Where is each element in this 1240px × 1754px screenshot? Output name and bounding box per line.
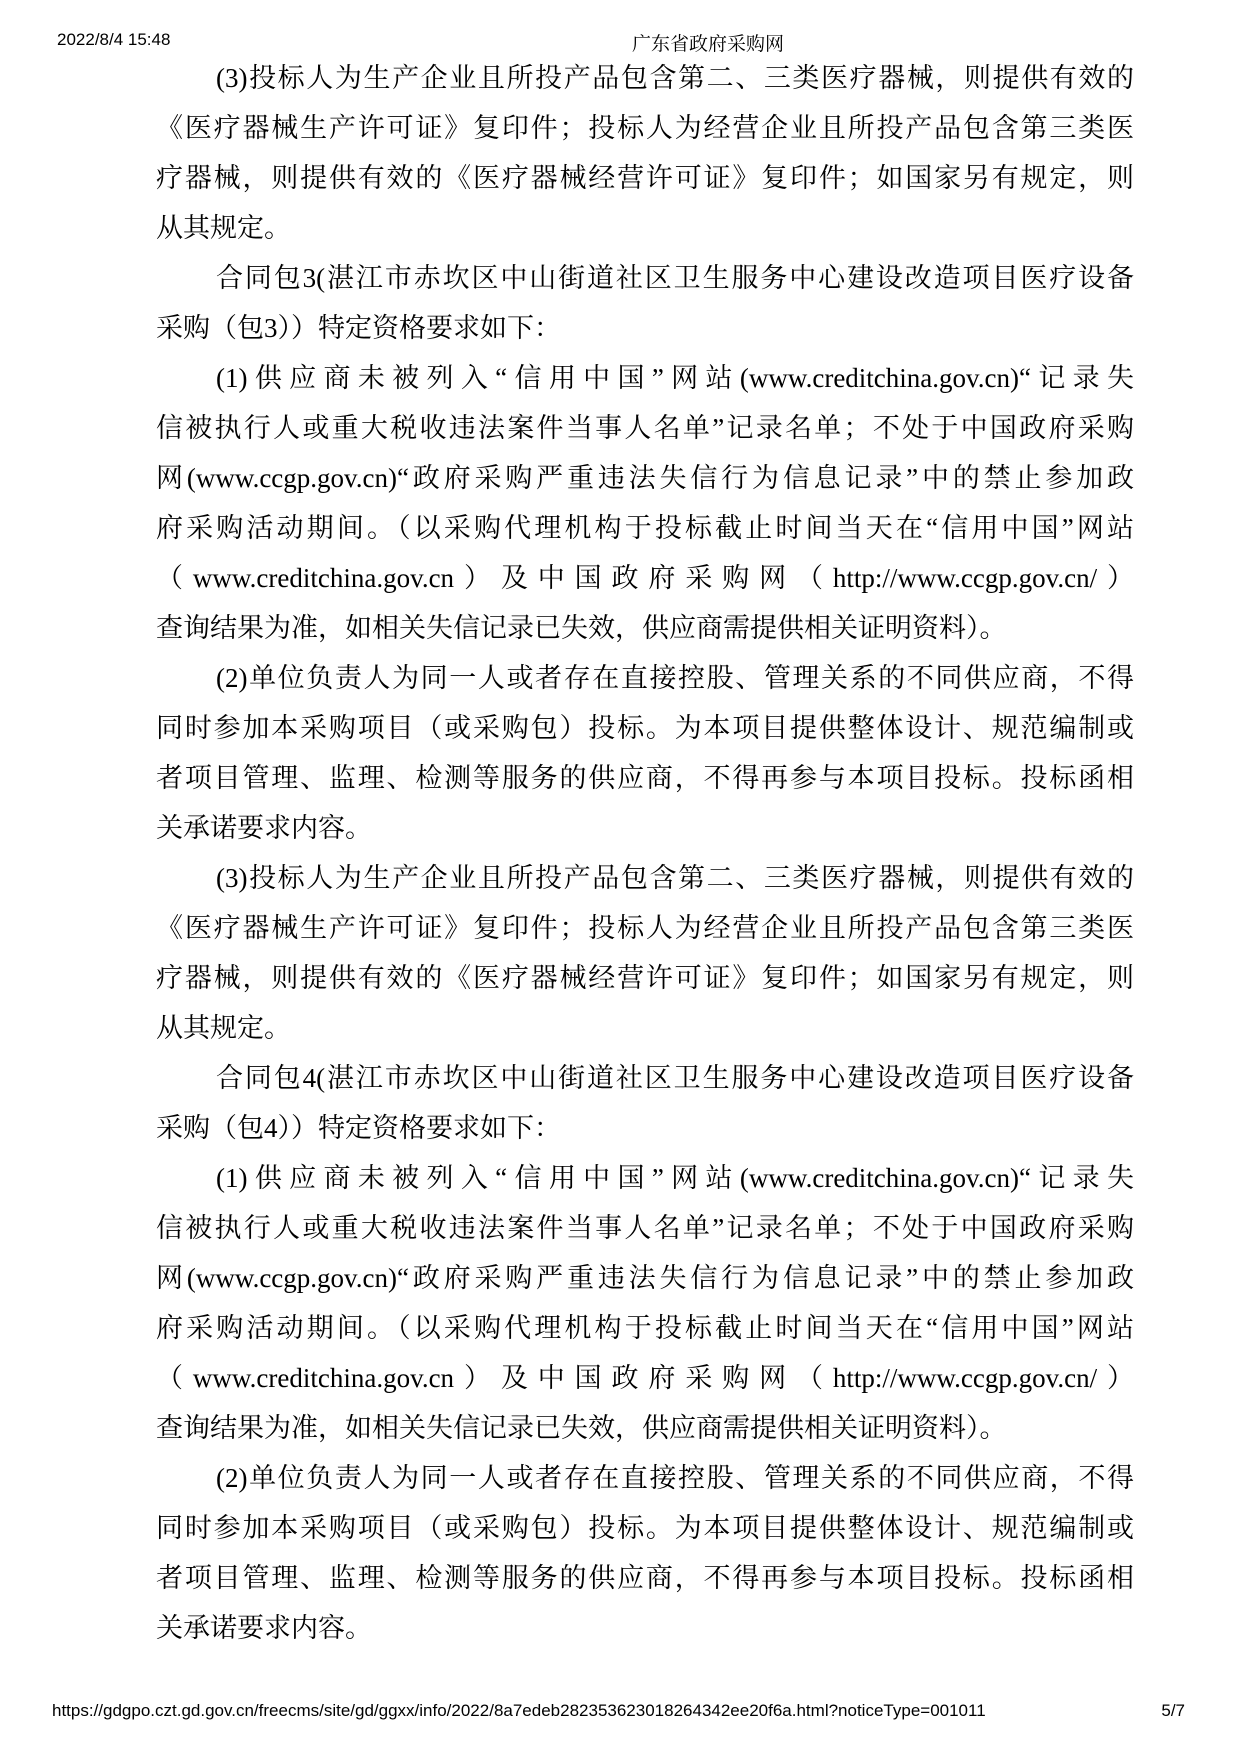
text-line: (2)单位负责人为同一人或者存在直接控股、管理关系的不同供应商，不得	[216, 1463, 1134, 1493]
text-line: 关承诺要求内容。	[156, 1613, 372, 1643]
text-line: 合同包4(湛江市赤坎区中山街道社区卫生服务中心建设改造项目医疗设备	[216, 1063, 1134, 1093]
text-line: (1)供应商未被列入“信用中国”网站(www.creditchina.gov.cn)“记录失	[216, 1163, 1134, 1193]
text-line: 《医疗器械生产许可证》复印件；投标人为经营企业且所投产品包含第三类医	[156, 113, 1134, 143]
text-line: (2)单位负责人为同一人或者存在直接控股、管理关系的不同供应商，不得	[216, 663, 1134, 693]
text-line: 者项目管理、监理、检测等服务的供应商，不得再参与本项目投标。投标函相	[156, 1563, 1134, 1593]
text-line: (3)投标人为生产企业且所投产品包含第二、三类医疗器械，则提供有效的	[216, 63, 1134, 93]
text-line: 合同包3(湛江市赤坎区中山街道社区卫生服务中心建设改造项目医疗设备	[216, 263, 1134, 293]
text-line: 关承诺要求内容。	[156, 813, 372, 843]
text-line: 疗器械，则提供有效的《医疗器械经营许可证》复印件；如国家另有规定，则	[156, 963, 1134, 993]
text-line: 同时参加本采购项目（或采购包）投标。为本项目提供整体设计、规范编制或	[156, 713, 1134, 743]
text-line: (1)供应商未被列入“信用中国”网站(www.creditchina.gov.cn)“记录失	[216, 363, 1134, 393]
text-line: 府采购活动期间。（以采购代理机构于投标截止时间当天在“信用中国”网站	[156, 1313, 1134, 1343]
text-line: 府采购活动期间。（以采购代理机构于投标截止时间当天在“信用中国”网站	[156, 513, 1134, 543]
text-line: 同时参加本采购项目（或采购包）投标。为本项目提供整体设计、规范编制或	[156, 1513, 1134, 1543]
text-line: 信被执行人或重大税收违法案件当事人名单”记录名单；不处于中国政府采购	[156, 1213, 1134, 1243]
text-line: 网(www.ccgp.gov.cn)“政府采购严重违法失信行为信息记录”中的禁止参加政	[156, 1263, 1134, 1293]
text-line: (3)投标人为生产企业且所投产品包含第二、三类医疗器械，则提供有效的	[216, 863, 1134, 893]
site-title: 广东省政府采购网	[631, 34, 784, 55]
text-line: 从其规定。	[156, 1013, 291, 1043]
text-line: （www.creditchina.gov.cn）及中国政府采购网（http://www.ccgp.gov.cn/）	[156, 563, 1134, 593]
text-line: 《医疗器械生产许可证》复印件；投标人为经营企业且所投产品包含第三类医	[156, 913, 1134, 943]
print-timestamp: 2022/8/4 15:48	[57, 30, 171, 49]
source-url: https://gdgpo.czt.gd.gov.cn/freecms/site/gd/ggxx/info/2022/8a7edeb282353623018264342ee20f6a.html?noticeType=001011	[52, 1701, 986, 1720]
text-line: 从其规定。	[156, 213, 291, 243]
text-line: 网(www.ccgp.gov.cn)“政府采购严重违法失信行为信息记录”中的禁止参加政	[156, 463, 1134, 493]
text-line: 者项目管理、监理、检测等服务的供应商，不得再参与本项目投标。投标函相	[156, 763, 1134, 793]
text-line: 信被执行人或重大税收违法案件当事人名单”记录名单；不处于中国政府采购	[156, 413, 1134, 443]
text-line: 采购（包3））特定资格要求如下：	[156, 313, 561, 343]
text-line: （www.creditchina.gov.cn）及中国政府采购网（http://www.ccgp.gov.cn/）	[156, 1363, 1134, 1393]
text-line: 采购（包4））特定资格要求如下：	[156, 1113, 561, 1143]
page-indicator: 5/7	[1161, 1701, 1185, 1720]
text-line: 查询结果为准，如相关失信记录已失效，供应商需提供相关证明资料）。	[156, 1413, 1007, 1443]
text-line: 疗器械，则提供有效的《医疗器械经营许可证》复印件；如国家另有规定，则	[156, 163, 1134, 193]
text-line: 查询结果为准，如相关失信记录已失效，供应商需提供相关证明资料）。	[156, 613, 1007, 643]
document-body	[156, 53, 1134, 1653]
